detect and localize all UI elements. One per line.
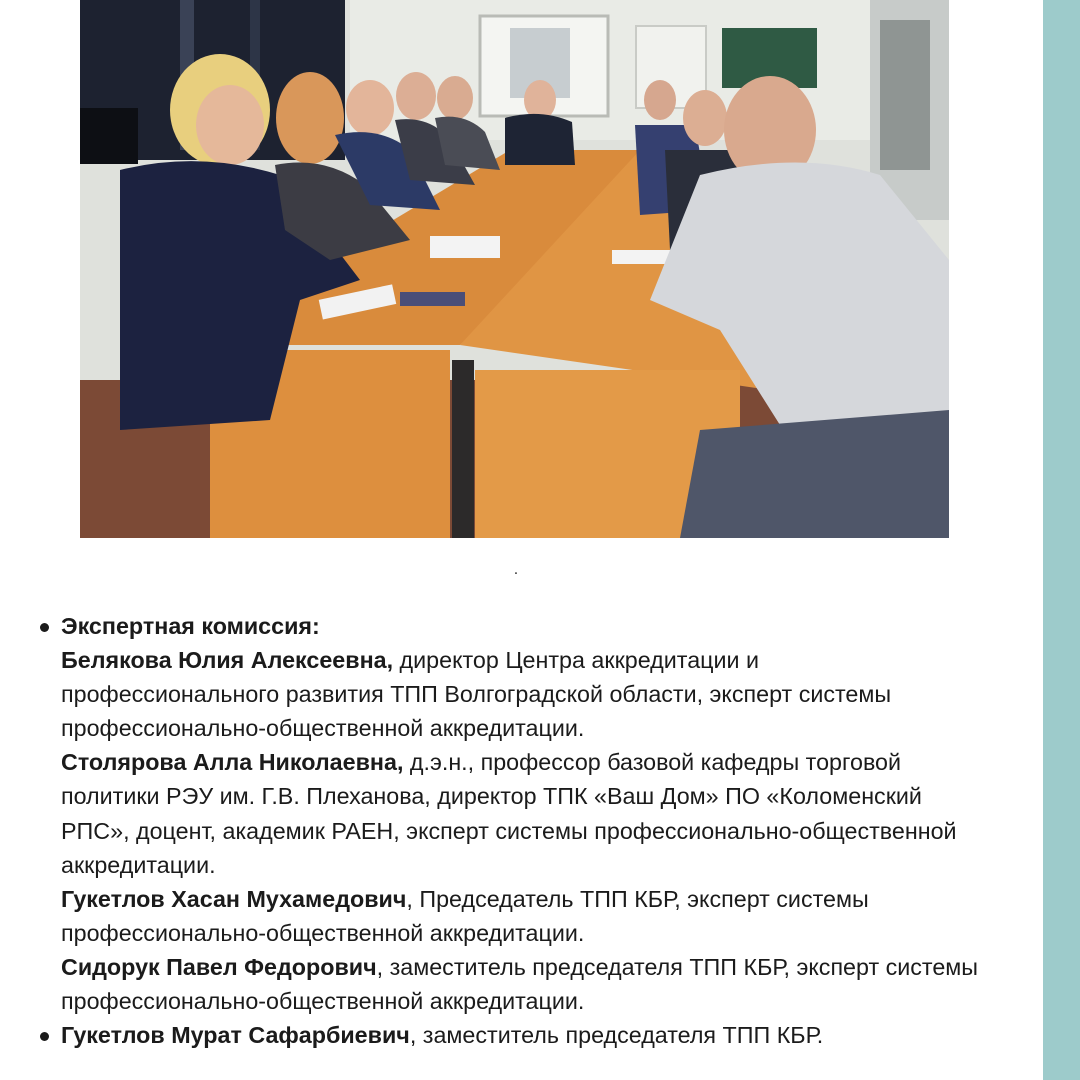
member-line [61, 745, 1026, 779]
member-line: РПС», доцент, академик РАЕН, эксперт системы профессионально-общественной [61, 817, 957, 844]
photo-caption: . [513, 561, 519, 578]
list-item-second [36, 1018, 1026, 1052]
meeting-photo [80, 0, 949, 538]
member-line: профессионального развития ТПП Волгоградской области, эксперт системы [61, 681, 892, 708]
member-line [61, 882, 1026, 916]
bullet-icon [40, 623, 49, 632]
member-role: директор Центра аккредитации и [393, 647, 760, 674]
member-name: Сидорук Павел Федорович [61, 953, 377, 980]
commission-text [36, 609, 1026, 1052]
member-role: д.э.н., профессор базовой кафедры торговой [403, 749, 902, 776]
member-line: профессионально-общественной аккредитации. [61, 919, 585, 946]
member-line: аккредитации. [61, 851, 216, 878]
member-name: Гукетлов Мурат Сафарбиевич [61, 1022, 410, 1049]
member-role: , заместитель председателя ТПП КБР. [409, 1022, 824, 1049]
member-line: политики РЭУ им. Г.В. Плеханова, директор ТПК «Ваш Дом» ПО «Коломенский [61, 783, 922, 810]
right-accent-stripe [1043, 0, 1080, 1080]
member-name: Столярова Алла Николаевна, [61, 749, 404, 776]
bullet-list [36, 609, 1026, 1052]
member-role: , Председатель ТПП КБР, эксперт системы [406, 885, 869, 912]
member-line [61, 950, 1026, 984]
commission-heading: Экспертная комиссия: [61, 613, 320, 639]
member-name: Гукетлов Хасан Мухамедович [61, 885, 407, 912]
bullet-icon [40, 1032, 49, 1041]
member-line: профессионально-общественной аккредитации. [61, 988, 585, 1015]
member-line [61, 643, 1026, 677]
member-role: , заместитель председателя ТПП КБР, эксперт системы [376, 953, 979, 980]
member-line: профессионально-общественной аккредитации. [61, 715, 585, 742]
member-name: Белякова Юлия Алексеевна, [61, 647, 394, 674]
list-item-commission [36, 609, 1026, 1018]
